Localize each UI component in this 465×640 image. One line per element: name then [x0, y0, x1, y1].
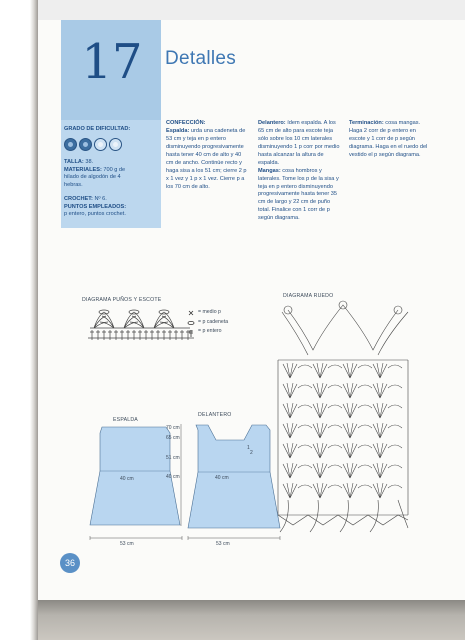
size-value: 38.	[85, 159, 94, 165]
instructions-col-3	[349, 120, 429, 160]
legend-half-stitch: = medio p	[198, 309, 221, 315]
front-width: 40 cm	[215, 475, 229, 481]
materials-info	[64, 167, 138, 189]
hook-value: Nº 6.	[94, 196, 107, 202]
hook-label: CROCHET:	[64, 196, 93, 202]
hem-diagram	[268, 300, 418, 540]
terminacion-paragraph	[349, 120, 429, 160]
shoulder-mark-2: 2	[250, 450, 253, 456]
terminacion-text: cosa mangas. Haga 2 corr de p entero en escote y 1 corr de p según diagrama. Haga en el ruedo del vestido el p según diagrama.	[349, 120, 428, 158]
materials-value: 700 g de hilado de algodón de 4 hebras.	[64, 167, 126, 188]
mangas-label: Mangas:	[258, 167, 281, 174]
back-hem: 53 cm	[120, 541, 134, 547]
difficulty-dot-filled	[79, 138, 92, 151]
difficulty-label: GRADO DE DIFICULTAD:	[64, 126, 131, 132]
difficulty-dot-filled	[64, 138, 77, 151]
stitches-label: PUNTOS EMPLEADOS:	[64, 204, 127, 210]
terminacion-label: Terminación:	[349, 120, 384, 126]
instructions-col-1	[166, 120, 248, 191]
mangas-text: cosa hombros y laterales. Tome los p de la sisa y teja en p entero disminuyendo progresivamente hasta tener 35 cm de largo y 22 cm de puño total. Finalice con 1 corr de p según diagrama.	[258, 167, 339, 222]
legend-double-stitch: = p entero	[198, 328, 222, 334]
delantero-paragraph	[258, 120, 340, 168]
page-number: 36	[60, 553, 80, 573]
height-70: 70 cm	[166, 425, 180, 431]
delantero-label: Delantero:	[258, 120, 286, 126]
materials-label: MATERIALES:	[64, 167, 102, 173]
size-info	[64, 159, 158, 166]
stitches-info	[64, 204, 158, 219]
instructions-col-2	[258, 120, 340, 223]
hem-diagram-label: DIAGRAMA RUEDO	[283, 293, 334, 299]
back-hem-arrow	[90, 536, 182, 540]
back-schematic	[88, 425, 188, 535]
top-band	[38, 0, 465, 20]
stitches-value: p entero, puntos crochet.	[64, 211, 126, 218]
legend-symbols	[186, 310, 196, 338]
espalda-paragraph	[166, 128, 248, 192]
espalda-text: urda una cadeneta de 53 cm y teja en p entero disminuyendo progresivamente hasta tener 40 cm de alto y 40 cm de ancho. Continúe recto y haga sisa a los 51 cm; cierre 2 p x 1 vez y 1 p x 1 vez. Cierre p a los 70 cm de alto.	[166, 127, 247, 190]
pattern-number: 17	[81, 34, 143, 90]
difficulty-dot-empty	[94, 138, 107, 151]
legend-chain: = p cadeneta	[198, 319, 229, 325]
difficulty-rating	[64, 138, 122, 151]
front-schematic	[186, 420, 286, 535]
magazine-page	[38, 0, 465, 600]
front-label: DELANTERO	[198, 412, 232, 418]
height-65: 65 cm	[166, 435, 180, 441]
height-51: 51 cm	[166, 455, 180, 461]
shoulder-mark-1: 1	[247, 445, 250, 451]
back-width: 40 cm	[120, 476, 134, 482]
front-hem-arrow	[188, 536, 280, 540]
delantero-text: ídem espalda. A los 65 cm de alto para escote teja sólo sobre los 10 cm laterales disminuyendo 1 p corr por medio hasta alcanzar la altura de espalda.	[258, 120, 340, 166]
page-title: Detalles	[165, 48, 237, 69]
difficulty-dot-empty	[109, 138, 122, 151]
front-hem: 53 cm	[216, 541, 230, 547]
cuffs-diagram-label: DIAGRAMA PUÑOS Y ESCOTE	[82, 297, 162, 303]
scan-edge	[0, 0, 38, 640]
cuffs-diagram	[86, 306, 196, 346]
size-label: TALLA:	[64, 159, 84, 165]
espalda-label: Espalda:	[166, 127, 190, 134]
back-label: ESPALDA	[113, 417, 138, 423]
mangas-paragraph	[258, 168, 340, 224]
scan-bottom-edge	[38, 600, 465, 640]
height-40: 40 cm	[166, 474, 180, 480]
hook-info	[64, 196, 158, 203]
confeccion-heading: CONFECCIÓN:	[166, 120, 206, 126]
